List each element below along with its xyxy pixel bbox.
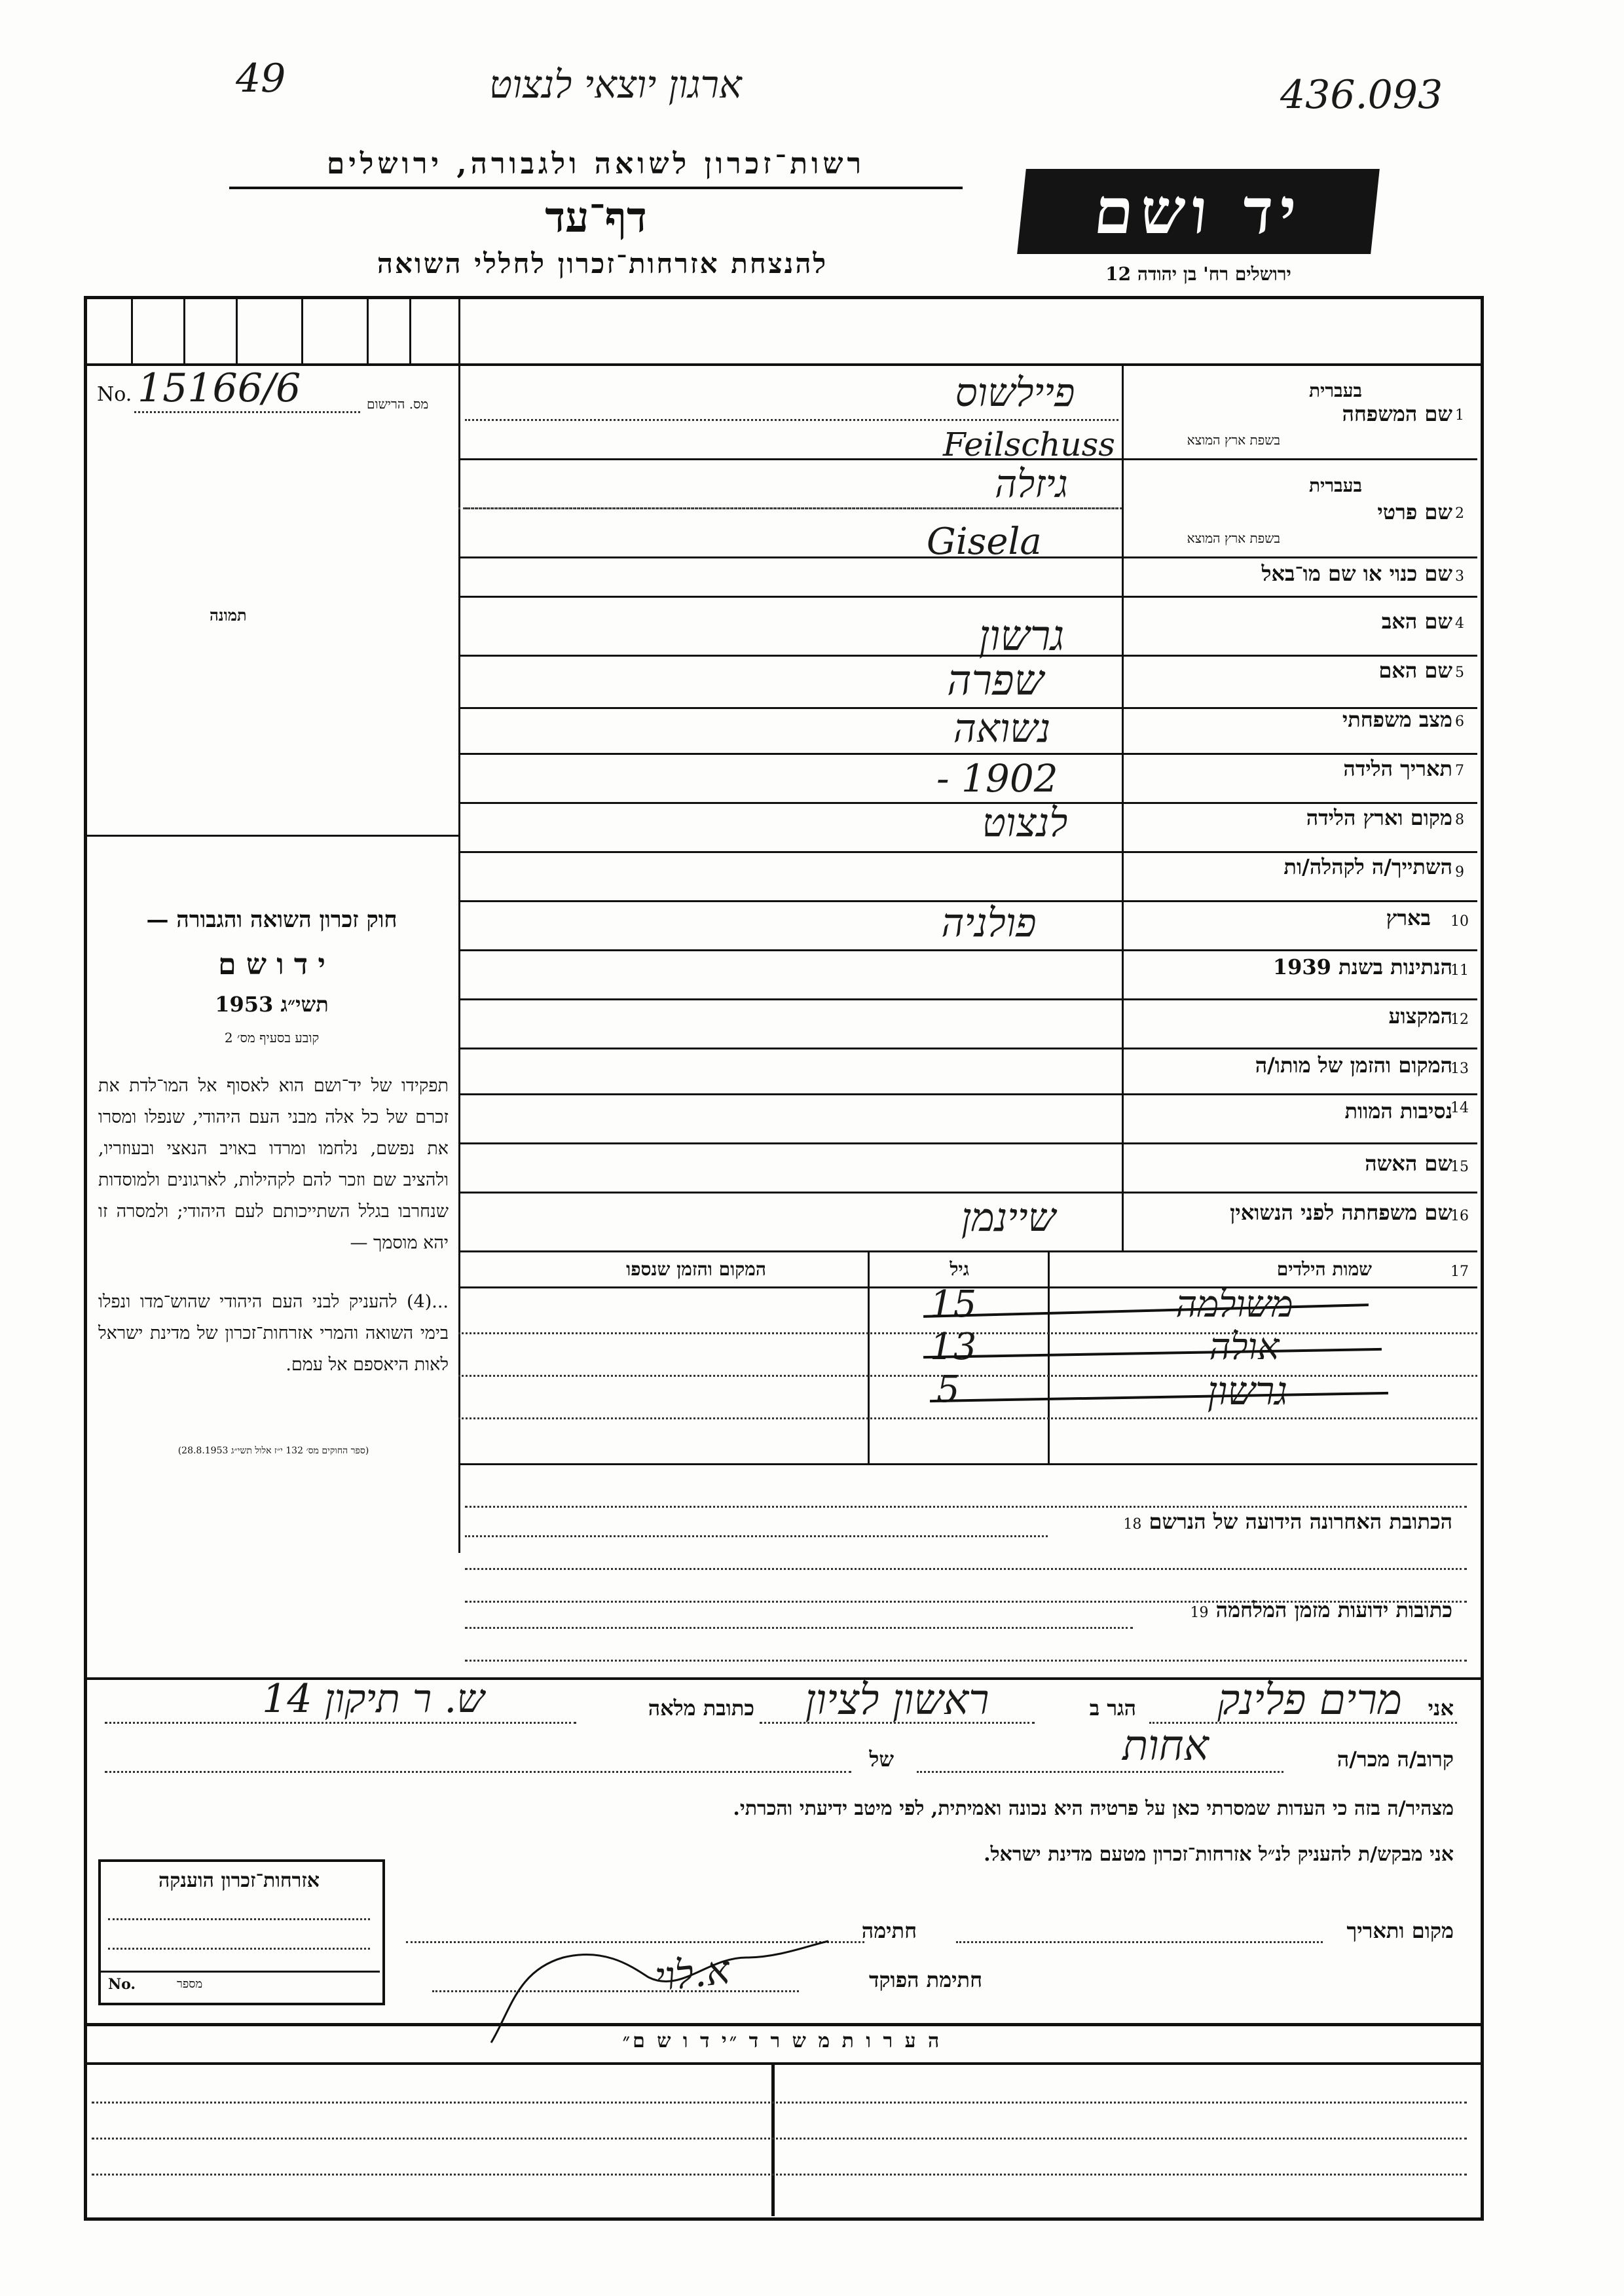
declaration-resides: הגר ב [1089,1696,1136,1721]
f14-number: 14 [1450,1100,1469,1116]
f4-number: 4 [1455,615,1464,632]
law-name: י ד ו ש ם [218,948,325,981]
notes-line-1 [92,2102,1467,2104]
f2-origin-value: Gisela [927,520,1042,563]
top-strip-divider [458,296,460,1553]
top-strip-tick-1 [131,296,133,363]
award-box-title: אזרחות־זכרון הוענקה [158,1869,320,1892]
f19-label: כתובות ידועות מזמן המלחמה 19 [1190,1597,1452,1622]
f17-age-label: גיל [950,1258,969,1280]
f11-bottom [458,998,1477,1000]
f17-number: 17 [1450,1264,1469,1280]
law-citation: (ספר החוקים מס׳ 132 י״ז אלול תשי״ג 28.8.1953) [177,1446,369,1456]
f1-origin-value: Feilschuss [943,426,1115,464]
f19-answer-line [465,1627,1133,1629]
f12-label: המקצוע [1388,1004,1452,1029]
f11-number: 11 [1450,962,1469,979]
award-box-number-label: מספר [177,1977,203,1991]
declaration-statement-2: אני מבקש/ת להעניק לנ״ל אזרחות־זכרון מטעם מדינת ישראל. [984,1843,1454,1866]
law-paragraph: תפקידו של יד־ושם הוא לאסוף אל המו־לדת את זכרם של כל אלה מבני העם היהודי, שנפלו ומסרו את נפשם, נלחמו ומרדו באויב הנאצי ובעוזריו, ולהציב שם וזכר להם לקהילות, לארגונים ולמוסדות שנחרבו בגלל השתייכותם לעם היהודי; ולמסרה זו יהא מוסמך — [98,1076,449,1253]
notes-header-bottom [84,2062,1481,2065]
f3-label: שם כנוי או שם מו־באל [1261,561,1452,586]
law-year: תשי״ג 1953 [215,992,329,1017]
authority-underline [229,187,963,189]
registration-label: מס. הרישום [367,396,429,412]
f16-number: 16 [1450,1208,1469,1224]
f17-place-label: המקום והזמן שנספו [626,1258,766,1280]
top-strip-tick-6 [409,296,411,363]
child-3-age: 5 [936,1368,960,1411]
logo-address: ירושלים רח' בן יהודה 12 [1105,263,1291,285]
f7-value: - 1902 [936,756,1058,801]
child-1-name: משולמה [1175,1283,1293,1326]
f6-value: נשואה [953,706,1051,752]
f18-answer-line [465,1535,1048,1537]
f12-number: 12 [1450,1011,1469,1028]
f13-bottom [458,1093,1477,1095]
f15-label: שם האשה [1365,1151,1452,1176]
handwritten-number-left: 49 [236,56,286,101]
of-line [105,1771,851,1773]
f7-label: תאריך הלידה [1343,756,1452,781]
f1-in-hebrew: בעברית [1308,380,1362,401]
f17-label: שמות הילדים [1276,1258,1372,1280]
f1-hebrew-value: פיילשוס [955,370,1075,416]
f2-label: שם פרטי [1377,500,1452,524]
child-2-age: 13 [930,1326,977,1368]
f16-value: שיינמן [961,1195,1056,1241]
label-column-divider [1122,363,1124,1250]
registration-line [134,411,360,413]
authority-title: רשות־זכרון לשואה ולגבורה, ירושלים [326,147,866,181]
f15-bottom [458,1192,1477,1194]
declaration-full-address: כתובת מלאה [648,1696,754,1721]
declarant-street: ש. ר תיקון 14 [262,1676,485,1722]
notes-line-2 [92,2138,1467,2140]
f10-number: 10 [1450,913,1469,930]
photo-label: תמונה [210,606,247,625]
f5-number: 5 [1455,665,1464,681]
page-subtitle: להנצחת אזרחות־זכרון לחללי השואה [377,247,828,280]
f17-bottom [458,1463,1477,1465]
f10-bottom [458,949,1477,951]
f10-label: בארץ [1386,905,1431,930]
f13-label: המקום והזמן של מותו/ה [1255,1053,1452,1078]
law-heading: חוק זכרון השואה והגבורה — [146,907,397,933]
f6-number: 6 [1455,714,1464,730]
declarant-city: ראשון לציון [805,1676,989,1724]
notes-top [84,2023,1481,2026]
f6-bottom [458,753,1477,755]
f14-label: נסיבות המוות [1344,1099,1452,1123]
f16-label: שם משפחתה לפני הנשואין [1230,1200,1452,1225]
f12-bottom [458,1048,1477,1049]
f2-origin-label: בשפת ארץ המוצא [1187,530,1280,546]
f1-number: 1 [1455,407,1464,424]
handwritten-organization: ארגון יוצאי לנצוט [489,62,742,107]
top-strip-tick-5 [367,296,369,363]
top-strip-tick-2 [183,296,185,363]
f8-number: 8 [1455,812,1464,828]
f2-hebrew-value: גיזלה [995,462,1068,506]
f3-number: 3 [1455,568,1464,585]
declarant-relation: אחות [1122,1722,1209,1770]
place-date-label: מקום ותאריך [1346,1918,1454,1943]
signature-label: חתימה [861,1918,917,1943]
officer-signature-scrawl: א.לוי [652,1947,732,2001]
f6-label: מצב משפחתי [1342,707,1452,732]
registration-prefix: No. [97,383,132,406]
entry-row-line-1 [458,507,1122,509]
f8-value: לנצוט [982,800,1068,846]
f15-number: 15 [1450,1159,1469,1175]
f17-divider-1 [868,1250,870,1463]
page-title: דף־עד [545,193,647,242]
relative-line [917,1771,1283,1773]
child-3-line [458,1417,1477,1419]
f11-label: הנתינות בשנת 1939 [1272,955,1452,979]
award-box-number-prefix: No. [108,1976,136,1993]
f13-number: 13 [1450,1061,1469,1077]
notes-line-3 [92,2174,1467,2176]
law-clause: ...(4) להעניק לבני העם היהודי שהוש־מדו ונפלו בימי השואה והמרי אזרחות־זכרון של מדינת ישראל לאות היאספם אל עמם. [98,1292,449,1375]
photo-area-bottom [84,835,458,837]
f1-hebrew-line [465,419,1118,421]
f5-value: שפרה [947,657,1044,705]
f4-value: גרשון [978,612,1065,661]
f2-bottom [458,556,1477,558]
declaration-statement-1: מצהיר/ה בזה כי העדות שמסרתי כאן על פרטיה היא נכונה ואמיתית, לפי מיטב ידיעתי והכרתי. [733,1797,1454,1820]
f8-label: מקום וארץ הלידה [1306,805,1452,830]
f16-bottom [458,1250,1477,1252]
f1-origin-label: בשפת ארץ המוצא [1187,432,1280,448]
f2-in-hebrew: בעברית [1308,475,1362,496]
handwritten-number-right: 436.093 [1280,72,1443,118]
declaration-relative: קרוב/ה מכר/ה [1337,1747,1454,1772]
f5-label: שם האם [1378,658,1452,683]
award-box-line-1 [108,1918,370,1920]
place-date-line [956,1941,1323,1943]
f7-number: 7 [1455,763,1464,779]
yad-vashem-logo: יד ושם [1017,169,1380,254]
declarant-name: מרים פלינק [1217,1676,1402,1724]
child-3-name: גרשון [1207,1368,1288,1414]
f18-line-2 [465,1568,1467,1570]
child-1-age: 15 [930,1283,977,1326]
top-strip-tick-3 [236,296,238,363]
f3-bottom [458,596,1477,598]
f9-label: השתייך/ה לקהלה/ות [1283,854,1452,879]
f14-bottom [458,1142,1477,1144]
street-line [105,1722,576,1724]
f1-bottom [458,458,1477,460]
declaration-of: של [869,1747,894,1772]
award-box-line-2 [108,1948,370,1950]
city-line [760,1722,1035,1724]
f2-number: 2 [1455,505,1464,522]
f4-label: שם האב [1381,609,1452,634]
f19-line-2 [465,1660,1467,1662]
f18-label: הכתובת האחרונה הידועה של הנרשם 18 [1123,1509,1452,1534]
officer-signature-label: חתימת הפוקד [869,1967,982,1992]
declaration-ani: אני [1428,1696,1454,1721]
f9-number: 9 [1455,864,1464,881]
f10-value: פולניה [941,900,1037,946]
law-section: קובע בסעיף מס׳ 2 [224,1030,320,1046]
top-strip-tick-4 [301,296,303,363]
registration-number: 15166/6 [138,365,301,411]
f18-line-1 [465,1506,1467,1508]
f17-divider-2 [1048,1250,1050,1463]
award-box-divider [101,1971,380,1973]
f1-label: שם המשפחה [1342,401,1452,426]
f8-bottom [458,851,1477,853]
office-notes-title: ה ע ר ו ת מ ש ר ד ״י ד ו ש ם״ [622,2030,942,2052]
child-2-name: אולה [1209,1326,1280,1368]
